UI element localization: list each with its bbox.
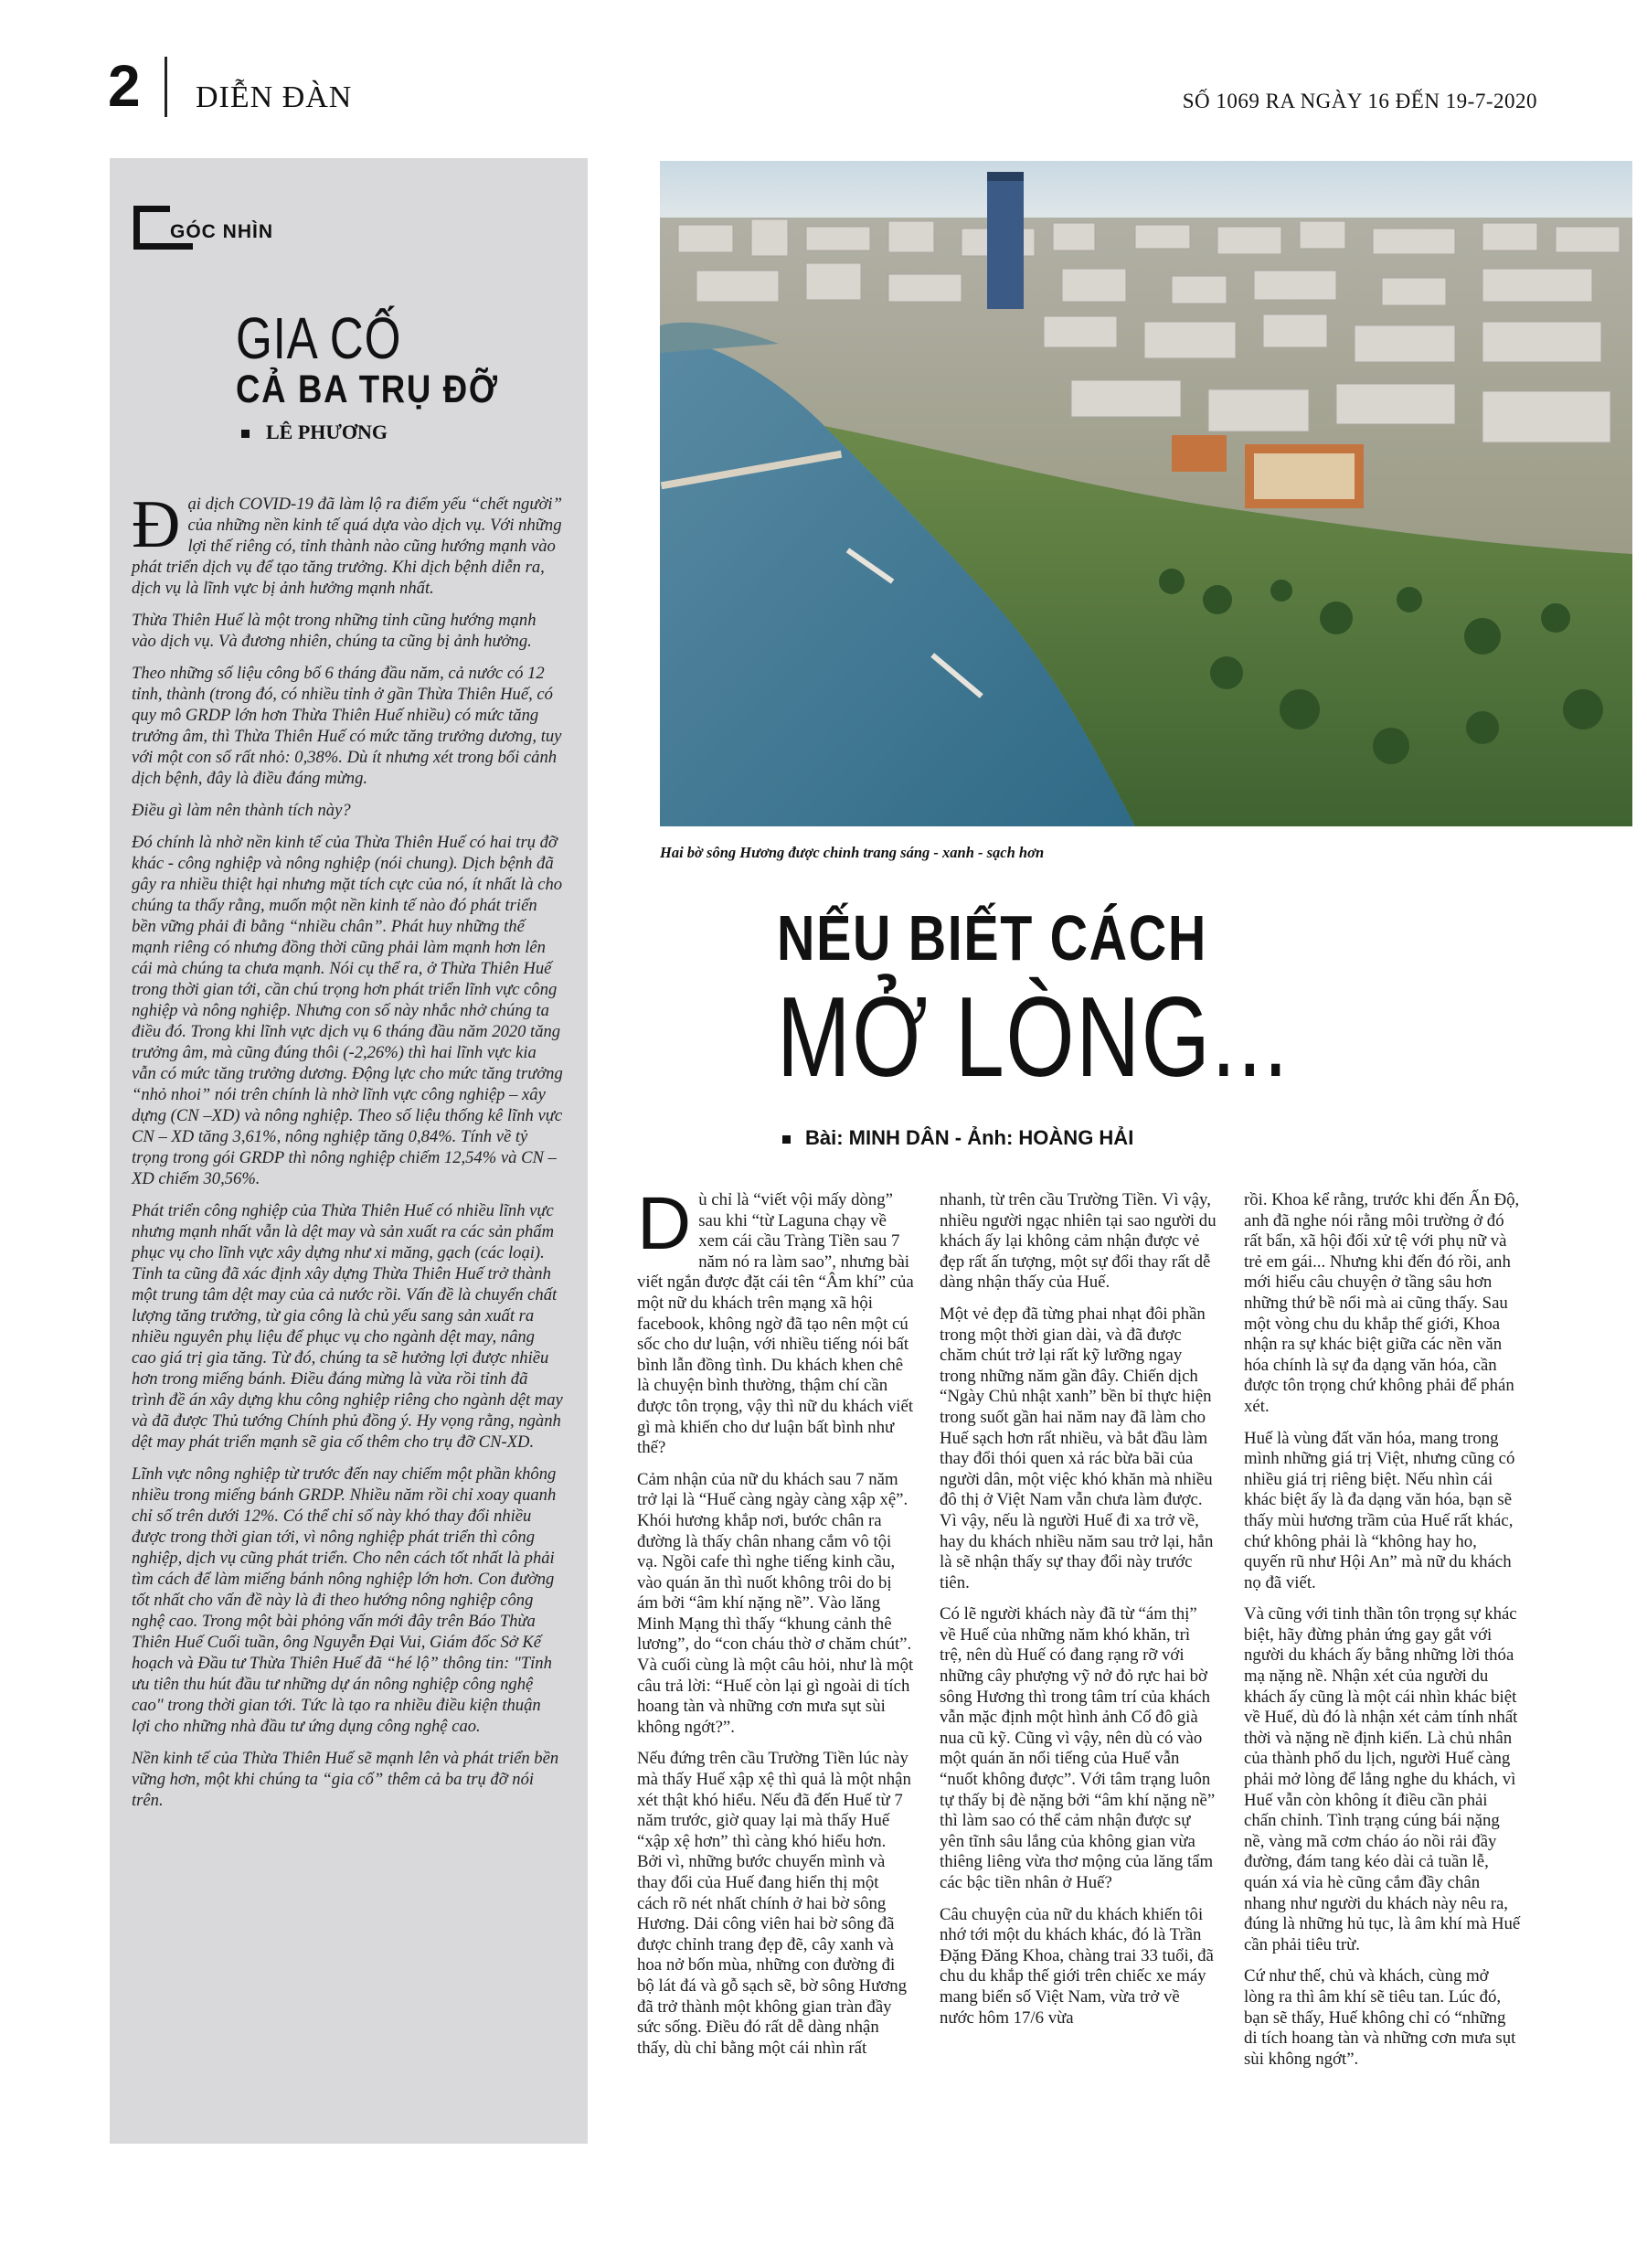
sidebar-author: LÊ PHƯƠNG xyxy=(241,421,388,444)
sidebar-paragraph: Theo những số liệu công bố 6 tháng đầu năm, cả nước có 12 tỉnh, thành (trong đó, có nhiều tỉnh ở gần Thừa Thiên Huế, có quy mô GRDP lớn hơn Thừa Thiên Huế nhiều) có mức tăng trưởng âm, thì Thừa Thiên Huế có mức tăng trưởng dương, tuy với một con số rất nhỏ: 0,38%. Dù ít nhưng xét trong bối cảnh dịch bệnh, đây là điều đáng mừng. xyxy=(132,664,562,788)
article-paragraph: Câu chuyện của nữ du khách khiến tôi nhớ tới một du khách khác, đó là Trần Đặng Đăng Khoa, chàng trai 33 tuổi, đã chu du khắp thế giới trên chiếc xe máy mang biển số Việt Nam, vừa trở về nước hôm 17/6 vừa xyxy=(940,1904,1214,2028)
issue-info: SỐ 1069 RA NGÀY 16 ĐẾN 19-7-2020 xyxy=(1182,90,1537,112)
article-column-2 xyxy=(940,1190,1217,2039)
article-title-line1: NẾU BIẾT CÁCH xyxy=(777,902,1207,974)
article-title-line2: MỞ LÒNG... xyxy=(777,974,1290,1101)
article-paragraph: Một vẻ đẹp đã từng phai nhạt đôi phần trong một thời gian dài, và đã được chăm chút trở lại rất kỹ lưỡng ngay trong những năm gần đây. Chiến dịch “Ngày Chủ nhật xanh” bền bỉ thực hiện trong suốt gần hai năm nay đã làm cho Huế sạch hơn rất nhiều, và bắt đầu làm thay đổi thói quen xả rác bừa bãi của người dân, một việc khó khăn mà nhiều đô thị ở Việt Nam vẫn chưa làm được. Vì vậy, nếu là người Huế đi xa trở về, hay du khách nhiều năm sau trở lại, hẳn là sẽ nhận thấy sự thay đổi này trước tiên. xyxy=(940,1304,1214,1592)
section-marker-icon xyxy=(133,206,170,250)
sidebar-paragraph: Thừa Thiên Huế là một trong những tỉnh cũng hướng mạnh vào dịch vụ. Và đương nhiên, chúng ta cũng bị ảnh hưởng. xyxy=(132,611,537,651)
sidebar-dropcap: Đ xyxy=(132,487,181,562)
page-number: 2 xyxy=(108,53,141,119)
sidebar-paragraph: Nền kinh tế của Thừa Thiên Huế sẽ mạnh lên và phát triển bền vững hơn, một khi chúng ta “gia cố” thêm cả ba trụ đỡ nói trên. xyxy=(132,1749,559,1810)
article-paragraph: Có lẽ người khách này đã từ “ám thị” về Huế của những năm khó khăn, trì trệ, nên dù Huế có đang rạng rỡ với những cây phượng vỹ nở đỏ rực hai bờ sông Hương thì trong tâm trí của khách vẫn mặc định một hình ảnh Cố đô già nua cũ kỹ. Cũng vì vậy, nên dù có vào một quán ăn nổi tiếng của Huế vẫn “nuốt không được”. Với tâm trạng luôn tự thấy bị đè nặng bởi “âm khí nặng nề” thì làm sao có thể cảm nhận được sự yên tĩnh sâu lắng của không gian vừa thiêng liêng vừa thơ mộng của lăng tẩm các bậc tiền nhân ở Huế? xyxy=(940,1604,1216,1892)
section-title: DIỄN ĐÀN xyxy=(196,80,353,114)
article-byline: Bài: MINH DÂN - Ảnh: HOÀNG HẢI xyxy=(782,1126,1133,1150)
article-column-3 xyxy=(1244,1190,1521,2081)
article-paragraph: Nếu đứng trên cầu Trường Tiền lúc này mà thấy Huế xập xệ thì quả là một nhận xét thật khó hiểu. Nếu đã đến Huế từ 7 năm trước, giờ quay lại mà thấy Huế “xập xệ hơn” thì càng khó hiểu hơn. Bởi vì, những bước chuyển mình và thay đổi của Huế đang hiển thị một cách rõ nét nhất chính ở hai bờ sông Hương. Dải công viên hai bờ sông đã được chỉnh trang đẹp đẽ, cây xanh và hoa nở bốn mùa, những con đường đi bộ lát đá và gỗ sạch sẽ, bờ sông Hương đã trở thành một không gian tràn đầy sức sống. Điều đó rất dễ dàng nhận thấy, dù chỉ bằng một cái nhìn rất xyxy=(637,1749,911,2058)
article-paragraph: Cảm nhận của nữ du khách sau 7 năm trở lại là “Huế càng ngày càng xập xệ”. Khói hương khắp nơi, bước chân ra đường là thấy chân nhang cắm vô tội vạ. Ngồi cafe thì nghe tiếng kinh cầu, vào quán ăn thì nuốt không trôi do bị ám bởi “âm khí nặng nề”. Vào lăng Minh Mạng thì thấy “khung cảnh thê lương”, do “con cháu thờ ơ chăm chút”. Và cuối cùng là một câu hỏi, như là một câu trả lời: “Huế còn lại gì ngoài di tích hoang tàn và những cơn mưa sụt sùi không ngớt?”. xyxy=(637,1469,914,1737)
article-paragraph: Và cũng với tinh thần tôn trọng sự khác biệt, hãy đừng phản ứng gay gắt với người du khách ấy bằng những lời thóa mạ nặng nề. Nhận xét của người du khách ấy cũng là một cái nhìn khác biệt về Huế, dù đó là nhận xét cảm tính nhất thời và nặng nề định kiến. Là chủ nhân của thành phố du lịch, người Huế càng phải mở lòng để lắng nghe du khách, vì Huế vẫn còn không ít điều cần phải chấn chỉnh. Tình trạng cúng bái nặng nề, vàng mã cơm cháo áo nồi rải đầy đường, đám tang kéo dài cả tuần lễ, quán xá vỉa hè cũng cắm đầy chân nhang như người du khách này nêu ra, đúng là những hủ tục, là âm khí mà Huế cần phải tiêu trừ. xyxy=(1244,1604,1521,1954)
sidebar-paragraph: Đại dịch COVID-19 đã làm lộ ra điểm yếu “chết người” của những nền kinh tế quá dựa vào dịch vụ. Với những lợi thế riêng có, tỉnh thành nào cũng hướng mạnh vào phát triển dịch vụ để tạo tăng trưởng. Khi dịch bệnh diễn ra, dịch vụ là lĩnh vực bị ảnh hưởng mạnh nhất. xyxy=(132,487,562,598)
sidebar-paragraph: Điều gì làm nên thành tích này? xyxy=(132,801,351,820)
article-paragraph: Dù chỉ là “viết vội mấy dòng” sau khi “từ Laguna chạy về xem cái cầu Tràng Tiền sau 7 năm nó ra làm sao”, nhưng bài viết ngắn được đặt cái tên “Âm khí” của một nữ du khách trên mạng xã hội facebook, không ngờ đã tạo nên một cú sốc cho dư luận, với nhiều tiếng nói bất bình lẫn đồng tình. Du khách khen chê là chuyện bình thường, thậm chí cần được tôn trọng, vậy thì nữ du khách viết gì mà khiến cho dư luận bất bình như thế? xyxy=(637,1182,914,1458)
article-paragraph: Cứ như thế, chủ và khách, cùng mở lòng ra thì âm khí sẽ tiêu tan. Lúc đó, bạn sẽ thấy, Huế không chỉ có “những di tích hoang tàn và những cơn mưa sụt sùi không ngớt”. xyxy=(1244,1966,1516,2069)
sidebar-title-line1: GIA CỐ xyxy=(236,305,402,371)
header-divider xyxy=(165,57,167,117)
article-dropcap: D xyxy=(637,1182,692,1265)
sidebar-title-line2: CẢ BA TRỤ ĐỠ xyxy=(236,367,499,411)
sidebar-label: GÓC NHÌN xyxy=(170,221,273,242)
sidebar-body xyxy=(132,487,563,1822)
sidebar-paragraph: Đó chính là nhờ nền kinh tế của Thừa Thiên Huế có hai trụ đỡ khác - công nghiệp và nông nghiệp (nói chung). Dịch bệnh đã gây ra nhiều thiệt hại nhưng mặt tích cực của nó, ít nhất là cho chúng ta thấy rằng, muốn một nền kinh tế nào đó phát triển bền vững phải đi bằng “nhiều chân”. Phát huy những thế mạnh riêng có nhưng đồng thời cũng phải làm mạnh hơn lên cái mà chúng ta chưa mạnh. Nói cụ thể ra, ở Thừa Thiên Huế trong thời gian tới, cần chú trọng hơn phát triển lĩnh vực công nghiệp và nông nghiệp. Nhưng con số này nhắc nhở chúng ta điều đó. Trong khi lĩnh vực dịch vụ 6 tháng đầu năm 2020 tăng trưởng âm, mà cũng đúng thôi (-2,26%) thì hai lĩnh vực kia vẫn có mức tăng trưởng dương. Động lực cho mức tăng trưởng “nhỏ nhoi” nói trên chính là nhờ lĩnh vực công nghiệp – xây dựng (CN –XD) và nông nghiệp. Theo số liệu thống kê lĩnh vực CN – XD tăng 3,61%, nông nghiệp tăng 0,84%. Tính về tỷ trọng trong gói GRDP thì nông nghiệp chiếm 12,54% và CN –XD chiếm 30,56%. xyxy=(132,833,563,1188)
article-paragraph: nhanh, từ trên cầu Trường Tiền. Vì vậy, nhiều người ngạc nhiên tại sao người du khách ấy lại không cảm nhận được vẻ đẹp rất ấn tượng, một sự đổi thay rất dễ dàng nhận thấy của Huế. xyxy=(940,1190,1217,1293)
sidebar-paragraph: Lĩnh vực nông nghiệp từ trước đến nay chiếm một phần không nhiều trong miếng bánh GRDP. Nhiều năm rồi chỉ xoay quanh chỉ số trên dưới 12%. Có thể chỉ số này khó thay đổi nhiều được trong thời gian tới, vì nông nghiệp phát triển thì công nghiệp, dịch vụ cũng phát triển. Cho nên cách tốt nhất là phải tìm cách để làm miếng bánh nông nghiệp lớn hơn. Con đường tốt nhất cho vấn đề này là đi theo hướng nông nghiệp công nghệ cao. Trong một bài phỏng vấn mới đây trên Báo Thừa Thiên Huế Cuối tuần, ông Nguyễn Đại Vui, Giám đốc Sở Kế hoạch và Đầu tư Thừa Thiên Huế đã “hé lộ” thông tin: "Tỉnh ưu tiên thu hút đầu tư những dự án nông nghiệp công nghệ cao" trong thời gian tới. Tức là tạo ra nhiều điều kiện thuận lợi cho những nhà đầu tư ứng dụng công nghệ cao. xyxy=(132,1464,557,1736)
aerial-photo-illustration xyxy=(660,161,1632,826)
aerial-city-photo xyxy=(660,161,1632,826)
photo-caption: Hai bờ sông Hương được chỉnh trang sáng - xanh - sạch hơn xyxy=(660,844,1045,861)
article-paragraph: rồi. Khoa kể rằng, trước khi đến Ấn Độ, anh đã nghe nói rằng môi trường ở đó rất bẩn, xã hội đối xử tệ với phụ nữ và trẻ em gái... Nhưng khi đến đó rồi, anh mới hiểu câu chuyện ở tầng sâu hơn những thứ bề nổi mà ai cũng thấy. Sau một vòng chu du khắp thế giới, Khoa nhận ra sự khác biệt giữa các nền văn hóa chính là sự đa dạng văn hóa, cần được tôn trọng chứ không phải để phán xét. xyxy=(1244,1190,1520,1416)
article-column-1 xyxy=(637,1182,914,2070)
sidebar-paragraph: Phát triển công nghiệp của Thừa Thiên Huế có nhiều lĩnh vực nhưng mạnh nhất vẫn là dệt may và sản xuất ra các sản phẩm phục vụ cho lĩnh vực xây dựng như xi măng, gạch (các loại). Tỉnh ta cũng đã xác định xây dựng Thừa Thiên Huế trở thành một trung tâm dệt may của cả nước rồi. Vấn đề là chuyển chất lượng tăng trưởng, từ gia công là chủ yếu sang sản xuất ra nhiều nguyên phụ liệu để phục vụ cho ngành dệt may, nâng cao giá trị gia tăng. Từ đó, chúng ta sẽ hưởng lợi được nhiều hơn trong miếng bánh. Điều đáng mừng là vừa rồi tỉnh đã trình đề án xây dựng khu công nghiệp riêng cho ngành dệt may và đã được Thủ tướng Chính phủ đồng ý. Hy vọng rằng, ngành dệt may phát triển mạnh sẽ gia cố thêm cho trụ đỡ CN-XD. xyxy=(132,1201,563,1452)
article-paragraph: Huế là vùng đất văn hóa, mang trong mình những giá trị Việt, nhưng cũng có nhiều giá trị riêng biệt. Nếu nhìn cái khác biệt ấy là đa dạng văn hóa, bạn sẽ thấy mùi hương trầm của Huế rất khác, chứ không phải là “không hay ho, quyến rũ như Hội An” mà nữ du khách nọ đã viết. xyxy=(1244,1428,1515,1592)
